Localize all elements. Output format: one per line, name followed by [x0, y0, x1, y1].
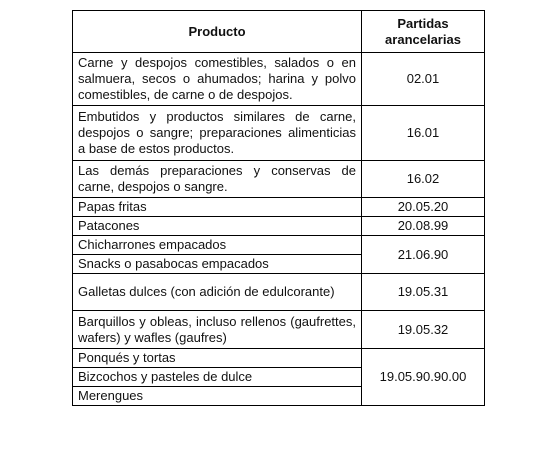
cell-producto: Las demás preparaciones y conservas de carne, despojos o sangre.	[73, 161, 362, 198]
table-row	[73, 236, 485, 255]
cell-partida: 16.02	[362, 161, 485, 198]
cell-producto: Merengues	[73, 387, 362, 406]
header-partidas: Partidas arancelarias	[362, 11, 485, 53]
table-row	[73, 53, 485, 106]
cell-partida: 02.01	[362, 53, 485, 106]
cell-producto: Patacones	[73, 217, 362, 236]
header-producto: Producto	[73, 11, 362, 53]
cell-producto: Papas fritas	[73, 198, 362, 217]
table-row	[73, 217, 485, 236]
cell-partida: 21.06.90	[362, 236, 485, 274]
cell-producto: Ponqués y tortas	[73, 349, 362, 368]
cell-partida: 19.05.31	[362, 274, 485, 311]
cell-producto: Barquillos y obleas, incluso rellenos (gaufrettes, wafers) y wafles (gaufres)	[73, 311, 362, 349]
table-row	[73, 106, 485, 161]
cell-partida: 16.01	[362, 106, 485, 161]
header-row	[73, 11, 485, 53]
cell-partida: 19.05.90.90.00	[362, 349, 485, 406]
cell-producto: Carne y despojos comestibles, salados o en salmuera, secos o ahumados; harina y polvo comestibles, de carne o de despojos.	[73, 53, 362, 106]
cell-producto: Embutidos y productos similares de carne, despojos o sangre; preparaciones alimenticias a base de estos productos.	[73, 106, 362, 161]
table-row	[73, 274, 485, 311]
table-row	[73, 349, 485, 368]
tariff-table	[72, 10, 485, 406]
table-row	[73, 198, 485, 217]
cell-producto: Chicharrones empacados	[73, 236, 362, 255]
cell-producto: Snacks o pasabocas empacados	[73, 255, 362, 274]
cell-producto: Bizcochos y pasteles de dulce	[73, 368, 362, 387]
cell-partida: 20.08.99	[362, 217, 485, 236]
table-row	[73, 311, 485, 349]
table-row	[73, 161, 485, 198]
cell-partida: 20.05.20	[362, 198, 485, 217]
cell-producto: Galletas dulces (con adición de edulcorante)	[73, 274, 362, 311]
cell-partida: 19.05.32	[362, 311, 485, 349]
